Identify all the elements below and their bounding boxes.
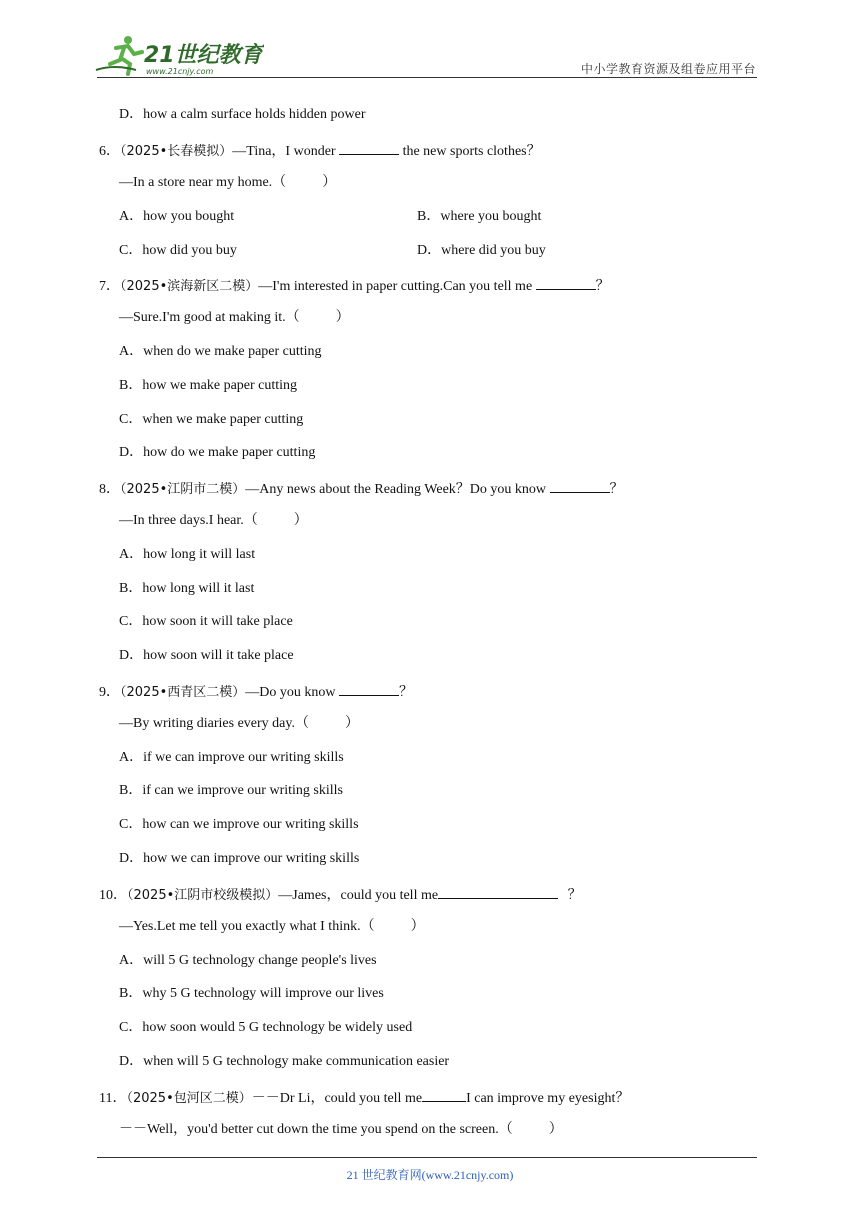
q7-stem	[99, 275, 610, 296]
q6-option-d[interactable]: D．where did you buy	[417, 243, 546, 258]
q9-reply-text: —By writing diaries every day.（	[119, 716, 309, 731]
q8-option-d[interactable]: D．how soon will it take place	[119, 648, 294, 663]
runner-logo-icon	[94, 34, 264, 78]
q7-reply-close: ）	[335, 310, 350, 325]
q8-stem	[99, 478, 624, 499]
q8-prompt-end: ？	[609, 482, 624, 497]
q10-option-b[interactable]: B．why 5 G technology will improve our lives	[119, 986, 384, 1001]
q8-blank	[550, 478, 610, 493]
q8-option-b[interactable]: B．how long will it last	[119, 581, 255, 596]
q6-option-b[interactable]: B．where you bought	[417, 209, 542, 224]
q11-prompt: －－Dr Li，could you tell me	[251, 1091, 423, 1106]
q10-option-d[interactable]: D．when will 5 G technology make communication easier	[119, 1054, 450, 1069]
q6-number: 6．	[99, 144, 120, 159]
q9-prompt: —Do you know	[245, 685, 336, 700]
q10-number: 10．	[99, 888, 127, 903]
q8-reply	[119, 512, 308, 530]
q6-reply	[119, 174, 336, 192]
q10-source: （2025•江阴市校级模拟）	[127, 888, 279, 903]
q10-prompt-end: ？	[567, 888, 582, 903]
q11-blank	[422, 1087, 466, 1102]
q7-reply-text: —Sure.I'm good at making it.（	[119, 310, 300, 325]
q6-reply-close: ）	[322, 175, 337, 190]
q10-reply-close: ）	[410, 919, 425, 934]
q10-reply-text: —Yes.Let me tell you exactly what I think.（	[119, 919, 375, 934]
logo-url: www.21cnjy.com	[146, 67, 214, 76]
q10-stem	[99, 884, 582, 905]
header-divider	[97, 77, 757, 78]
q9-option-c[interactable]: C．how can we improve our writing skills	[119, 817, 359, 832]
q6-reply-text: —In a store near my home.（	[119, 175, 287, 190]
q9-option-d[interactable]: D．how we can improve our writing skills	[119, 851, 360, 866]
q9-reply	[119, 715, 359, 733]
logo-text: 21世纪教育	[144, 43, 263, 68]
q9-prompt-end: ？	[399, 685, 413, 700]
q9-option-b[interactable]: B．if can we improve our writing skills	[119, 783, 343, 798]
q7-option-a[interactable]: A．when do we make paper cutting	[119, 344, 322, 359]
q9-blank	[339, 681, 399, 696]
q8-source: （2025•江阴市二模）	[120, 482, 246, 497]
q7-option-d[interactable]: D．how do we make paper cutting	[119, 445, 316, 460]
site-logo[interactable]	[94, 34, 264, 78]
page-header	[0, 0, 860, 80]
q9-option-a[interactable]: A．if we can improve our writing skills	[119, 750, 344, 765]
q10-option-c[interactable]: C．how soon would 5 G technology be widely used	[119, 1020, 413, 1035]
q11-reply-text: －－Well，you'd better cut down the time you spend on the screen.（	[119, 1122, 513, 1137]
q11-reply	[119, 1121, 563, 1139]
q6-option-a[interactable]: A．how you bought	[119, 209, 235, 224]
q10-option-a[interactable]: A．will 5 G technology change people's lives	[119, 953, 377, 968]
q11-prompt-end: I can improve my eyesight？	[466, 1091, 630, 1106]
q8-reply-text: —In three days.I hear.（	[119, 513, 258, 528]
q6-blank	[339, 140, 399, 155]
footer-divider	[97, 1157, 757, 1158]
q6-prompt: —Tina，I wonder	[232, 144, 336, 159]
q7-source: （2025•滨海新区二模）	[120, 279, 259, 294]
q7-number: 7．	[99, 279, 120, 294]
platform-title: 中小学教育资源及组卷应用平台	[580, 62, 756, 76]
q10-reply	[119, 918, 425, 936]
q10-prompt: —James，could you tell me	[278, 888, 439, 903]
q6-option-c[interactable]: C．how did you buy	[119, 243, 237, 258]
q10-blank	[438, 884, 558, 899]
q7-prompt: —I'm interested in paper cutting.Can you tell me	[258, 279, 533, 294]
q6-prompt-end: the new sports clothes？	[402, 144, 541, 159]
q7-blank	[536, 275, 596, 290]
q8-number: 8．	[99, 482, 120, 497]
q9-source: （2025•西青区二模）	[120, 685, 246, 700]
q11-number: 11．	[99, 1091, 127, 1106]
footer-link[interactable]: 21 世纪教育网(www.21cnjy.com)	[346, 1168, 514, 1182]
q7-option-b[interactable]: B．how we make paper cutting	[119, 378, 298, 393]
q11-source: （2025•包河区二模）	[126, 1091, 252, 1106]
q5-option-d[interactable]: D．how a calm surface holds hidden power	[119, 107, 366, 122]
q6-stem	[99, 140, 541, 161]
q8-reply-close: ）	[293, 513, 308, 528]
q11-stem	[99, 1087, 629, 1108]
q11-reply-close: ）	[548, 1122, 563, 1137]
q8-option-a[interactable]: A．how long it will last	[119, 547, 256, 562]
q7-reply	[119, 309, 350, 327]
q9-number: 9．	[99, 685, 120, 700]
q8-prompt: —Any news about the Reading Week？Do you know	[245, 482, 546, 497]
q7-option-c[interactable]: C．when we make paper cutting	[119, 412, 304, 427]
q7-prompt-end: ？	[595, 279, 610, 294]
q8-option-c[interactable]: C．how soon it will take place	[119, 614, 293, 629]
q6-source: （2025•长春模拟）	[120, 144, 233, 159]
q9-reply-close: ）	[345, 716, 359, 731]
q9-stem	[99, 681, 413, 702]
